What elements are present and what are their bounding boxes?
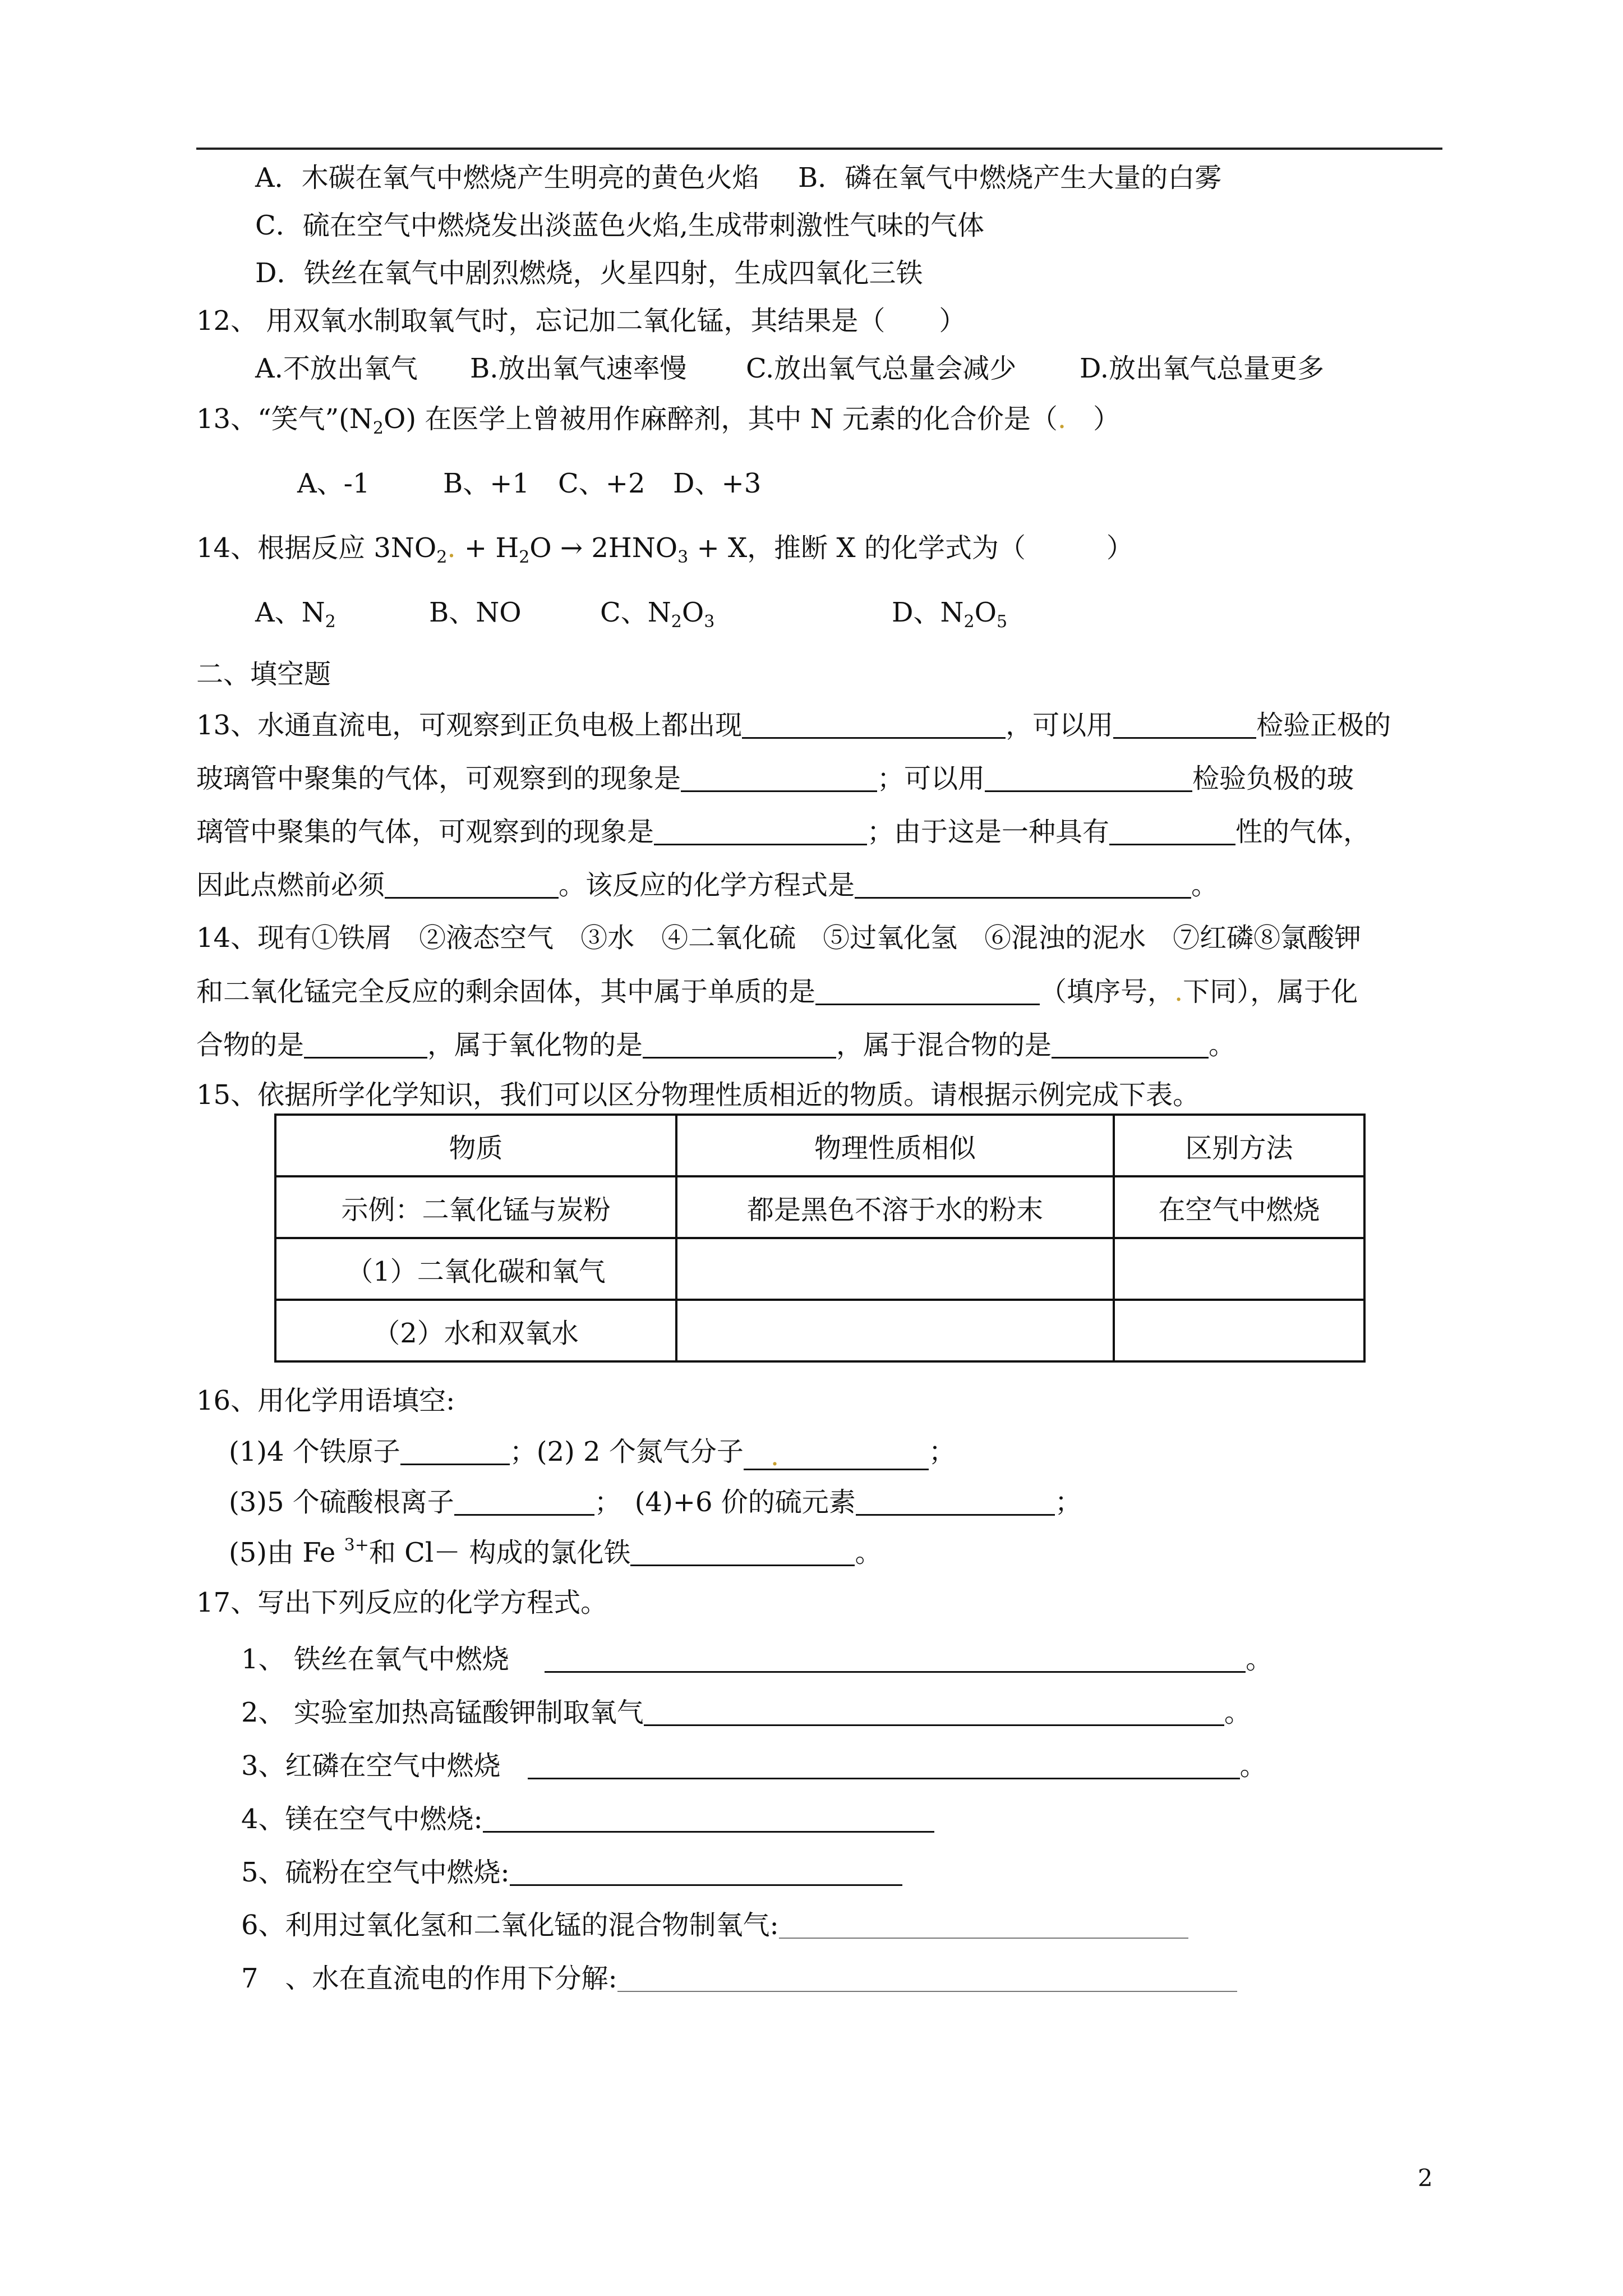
answer-blank[interactable] xyxy=(617,1965,1237,1992)
table-cell[interactable] xyxy=(1114,1238,1364,1300)
fill16-stem: 16、用化学用语填空: xyxy=(196,1385,455,1416)
fill17-stem: 17、写出下列反应的化学方程式。 xyxy=(196,1587,608,1618)
fill13-line3: 璃管中聚集的气体，可观察到的现象是 ；由于这是一种具有 性的气体， xyxy=(196,816,1371,848)
fill17-item2: 2、 实验室加热高锰酸钾制取氧气 。 xyxy=(241,1697,1251,1728)
q12-option-c: C.放出氧气总量会减少 xyxy=(746,353,1017,384)
fill16-line1: (1)4 个铁原子 ；(2) 2 个氮气分子 . ； xyxy=(229,1436,956,1472)
fill17-item1: 1、 铁丝在氧气中燃烧 。 xyxy=(241,1644,1273,1675)
answer-blank[interactable] xyxy=(385,871,559,899)
fill14-line2: 和二氧化锰完全反应的剩余固体，其中属于单质的是 （填序号，.下同），属于化 xyxy=(196,976,1358,1007)
q13-option-b: B、+1 xyxy=(443,468,530,499)
answer-blank[interactable] xyxy=(779,1912,1188,1939)
section-heading: 二、填空题 xyxy=(196,659,331,690)
fill13-line4: 因此点燃前必须 。该反应的化学方程式是 。 xyxy=(196,869,1219,901)
table-cell: 示例：二氧化锰与炭粉 xyxy=(275,1176,676,1238)
q14-option-d: D、$N_2O_5$ xyxy=(892,597,1008,632)
fill17-item7: 7 、水在直流电的作用下分解: xyxy=(241,1965,1237,1992)
q13-option-a: A、-1 xyxy=(297,468,370,499)
mark-dot: . xyxy=(1174,976,1183,1007)
table-row xyxy=(275,1300,1364,1361)
comparison-table xyxy=(274,1114,1366,1363)
answer-blank[interactable] xyxy=(855,871,1191,899)
table-cell[interactable] xyxy=(1114,1300,1364,1361)
table-cell: 在空气中燃烧 xyxy=(1114,1176,1364,1238)
table-cell[interactable] xyxy=(676,1238,1114,1300)
page-number: 2 xyxy=(1418,2164,1433,2192)
answer-blank[interactable] xyxy=(454,1488,594,1516)
mark-dot: . xyxy=(1057,403,1067,435)
answer-blank[interactable] xyxy=(545,1645,1246,1673)
answer-blank[interactable] xyxy=(742,711,1006,739)
answer-blank[interactable] xyxy=(681,765,877,792)
q12-stem: 12、 用双氧水制取氧气时，忘记加二氧化锰，其结果是（ ） xyxy=(196,305,966,337)
fill17-item6: 6、利用过氧化氢和二氧化锰的混合物制氧气: xyxy=(241,1912,1188,1939)
answer-blank[interactable] xyxy=(815,978,1040,1005)
answer-blank[interactable] xyxy=(856,1488,1055,1516)
table-header: 物理性质相似 xyxy=(676,1115,1114,1176)
table-header: 物质 xyxy=(275,1115,676,1176)
q13-stem: 13、“笑气$”(N_2O)$ 在医学上曾被用作麻醉剂，其中 N 元素的化合价是（. ） xyxy=(196,403,1121,438)
table-header: 区别方法 xyxy=(1114,1115,1364,1176)
fill16-line2: (3)5 个硫酸根离子 ； (4)+6 价的硫元素 ； xyxy=(229,1487,1082,1518)
answer-blank[interactable] xyxy=(644,1699,1224,1726)
q11-option-b: B．磷在氧气中燃烧产生大量的白雾 xyxy=(798,162,1222,194)
q11-option-a: A．木碳在氧气中燃烧产生明亮的黄色火焰 xyxy=(255,162,759,194)
q14-option-a: A、$N_2$ xyxy=(255,597,336,632)
answer-blank[interactable] xyxy=(510,1858,902,1886)
fill17-item5: 5、硫粉在空气中燃烧: xyxy=(241,1858,902,1886)
fill13-line2: 玻璃管中聚集的气体，可观察到的现象是 ；可以用 检验负极的玻 xyxy=(196,763,1354,794)
table-cell: 都是黑色不溶于水的粉末 xyxy=(676,1176,1114,1238)
answer-blank[interactable] xyxy=(400,1438,510,1465)
fill17-item4: 4、镁在空气中燃烧: xyxy=(241,1805,934,1833)
answer-blank[interactable] xyxy=(985,765,1192,792)
answer-blank[interactable] xyxy=(1113,711,1256,739)
table-cell[interactable] xyxy=(676,1300,1114,1361)
header-rule xyxy=(196,148,1442,150)
q14-option-c: C、$N_2O_3$ xyxy=(600,597,715,632)
answer-blank[interactable] xyxy=(483,1805,934,1833)
answer-blank[interactable] xyxy=(744,1443,929,1470)
q12-option-a: A.不放出氧气 xyxy=(255,353,418,384)
table-cell: （2）水和双氧水 xyxy=(275,1300,676,1361)
q13-option-d: D、+3 xyxy=(673,468,762,499)
mark-dot: . xyxy=(447,532,456,564)
table-header-row xyxy=(275,1115,1364,1176)
answer-blank[interactable] xyxy=(1052,1031,1209,1059)
fill14-line1: 14、现有①铁屑 ②液态空气 ③水 ④二氧化硫 ⑤过氧化氢 ⑥混浊的泥水 ⑦红磷⑧氯酸钾 xyxy=(196,922,1362,954)
q12-option-d: D.放出氧气总量更多 xyxy=(1080,353,1325,384)
table-cell: （1）二氧化碳和氧气 xyxy=(275,1238,676,1300)
fill14-line3: 合物的是 ，属于氧化物的是 ，属于混合物的是 。 xyxy=(196,1029,1236,1061)
answer-blank[interactable] xyxy=(528,1752,1240,1779)
fill17-item3: 3、红磷在空气中燃烧 。 xyxy=(241,1750,1267,1782)
answer-blank[interactable] xyxy=(630,1539,855,1566)
answer-blank[interactable] xyxy=(654,818,867,845)
q13-option-c: C、+2 xyxy=(558,468,645,499)
q14-stem: 14、根据反应 $3NO_2$. + $H_2O \to 2HNO_3 + X$，推断 X 的化学式为（ ） xyxy=(196,532,1133,567)
table-row xyxy=(275,1238,1364,1300)
q11-option-c: C．硫在空气中燃烧发出淡蓝色火焰,生成带刺激性气味的气体 xyxy=(255,210,984,241)
q14-option-b: B、NO xyxy=(429,597,522,628)
q12-option-b: B.放出氧气速率慢 xyxy=(470,353,687,384)
fill13-line1: 13、水通直流电，可观察到正负电极上都出现 ，可以用 检验正极的 xyxy=(196,710,1391,741)
q11-option-d: D．铁丝在氧气中剧烈燃烧，火星四射，生成四氧化三铁 xyxy=(255,257,923,289)
answer-blank[interactable] xyxy=(643,1031,836,1059)
table-row xyxy=(275,1176,1364,1238)
fill15-stem: 15、依据所学化学知识，我们可以区分物理性质相近的物质。请根据示例完成下表。 xyxy=(196,1079,1200,1111)
mark-dot: . xyxy=(743,1441,780,1472)
answer-blank[interactable] xyxy=(1109,818,1235,845)
answer-blank[interactable] xyxy=(304,1031,427,1059)
fill16-line3: (5)由 Fe $^{3+}$和 Cl－ 构成的氯化铁 。 xyxy=(229,1535,882,1568)
